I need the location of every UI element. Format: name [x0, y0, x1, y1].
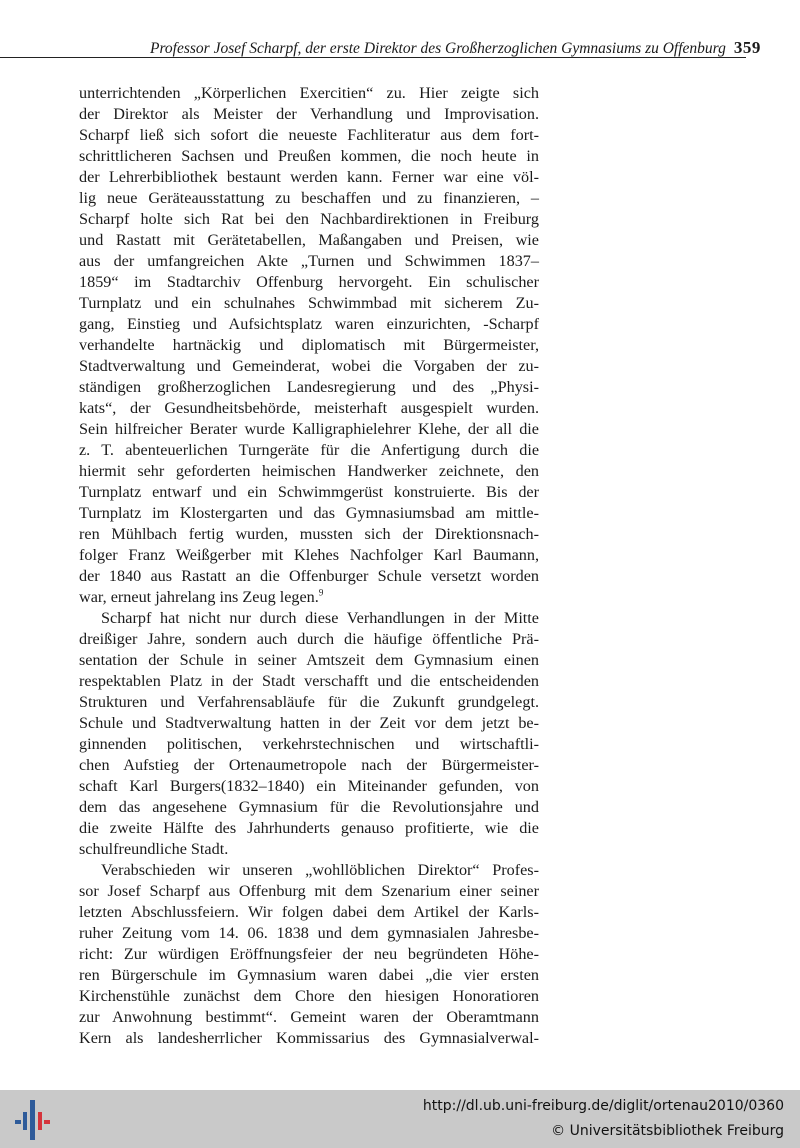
- text-line: gang, Einstieg und Aufsichtsplatz waren einzurichten, -Scharpf: [79, 315, 539, 333]
- text-line: Sein hilfreicher Berater wurde Kalligraphielehrer Klehe, der all die: [79, 420, 539, 438]
- logo-red-dash: [44, 1120, 50, 1124]
- text-line: ständigen großherzoglichen Landesregierung und des „Physi-: [79, 378, 539, 396]
- logo-blue-bar-center: [30, 1100, 35, 1140]
- text-line: hiermit sehr geforderten heimischen Handwerker zeichnete, den: [79, 462, 539, 480]
- text-line: 1859“ im Stadtarchiv Offenburg hervorgeht. Ein schulischer: [79, 273, 539, 291]
- text-line: Scharpf hat nicht nur durch diese Verhandlungen in der Mitte: [101, 609, 539, 627]
- text-line: schaft Karl Burgers(1832–1840) ein Miteinander gefunden, von: [79, 777, 539, 795]
- text-line: aus der umfangreichen Akte „Turnen und Schwimmen 1837–: [79, 252, 539, 270]
- library-logo: [13, 1098, 53, 1142]
- footer-bar: [0, 1090, 800, 1148]
- text-line: Kern als landesherrlicher Kommissarius des Gymnasialverwal-: [79, 1029, 539, 1047]
- text-line: der Lehrerbibliothek bestaunt werden kann. Ferner war eine völ-: [79, 168, 539, 186]
- text-line: Turnplatz entwarf und ein Schwimmgerüst konstruierte. Bis der: [79, 483, 539, 501]
- text-line: sor Josef Scharpf aus Offenburg mit dem Szenarium einer seiner: [79, 882, 539, 900]
- text-line: die zweite Hälfte des Jahrhunderts genauso profitierte, wie die: [79, 819, 539, 837]
- text-line: und Rastatt mit Gerätetabellen, Maßangaben und Preisen, wie: [79, 231, 539, 249]
- text-line: Verabschieden wir unseren „wohllöblichen Direktor“ Profes-: [101, 861, 539, 879]
- text-line: der Direktor als Meister der Verhandlung und Improvisation.: [79, 105, 539, 123]
- text-line: chen Aufstieg der Ortenaumetropole nach der Bürgermeister-: [79, 756, 539, 774]
- text-line: schrittlicheren Sachsen und Preußen kommen, die noch heute in: [79, 147, 539, 165]
- text-line: letzten Abschlussfeiern. Wir folgen dabei dem Artikel der Karls-: [79, 903, 539, 921]
- header-rule: [0, 57, 746, 58]
- text-line: ginnenden politischen, verkehrstechnischen und wirtschaftli-: [79, 735, 539, 753]
- text-line: dreißiger Jahre, sondern auch durch die häufige öffentliche Prä-: [79, 630, 539, 648]
- text-line: Schule und Stadtverwaltung hatten in der Zeit vor dem jetzt be-: [79, 714, 539, 732]
- logo-blue-dash: [15, 1120, 21, 1124]
- text-line: sentation der Schule in seiner Amtszeit dem Gymnasium einen: [79, 651, 539, 669]
- text-line: schulfreundliche Stadt.: [79, 840, 229, 858]
- text-line: folger Franz Weißgerber mit Klehes Nachfolger Karl Baumann,: [79, 546, 539, 564]
- text-line: richt: Zur würdigen Eröffnungsfeier der neu begründeten Höhe-: [79, 945, 539, 963]
- logo-blue-bar-left: [23, 1112, 27, 1130]
- copyright-notice: © Universitätsbibliothek Freiburg: [551, 1123, 784, 1139]
- logo-red-bar: [38, 1112, 42, 1130]
- text-line: Strukturen und Verfahrensabläufe für die Zukunft grundgelegt.: [79, 693, 539, 711]
- text-line: Scharpf ließ sich sofort die neueste Fachliteratur aus dem fort-: [79, 126, 539, 144]
- page-number: 359: [733, 38, 761, 57]
- text-line: der 1840 aus Rastatt an die Offenburger Schule versetzt worden: [79, 567, 539, 585]
- text-line: unterrichtenden „Körperlichen Exercitien“ zu. Hier zeigte sich: [79, 84, 539, 102]
- text-line: kats“, der Gesundheitsbehörde, meisterhaft ausgespielt wurden.: [79, 399, 539, 417]
- text-line: Kirchenstühle zunächst dem Chore den hiesigen Honoratioren: [79, 987, 539, 1005]
- text-line: zur Anwohnung bestimmt“. Gemeint waren der Oberamtmann: [79, 1008, 539, 1026]
- source-url-link[interactable]: http://dl.ub.uni-freiburg.de/diglit/ortenau2010/0360: [422, 1098, 784, 1114]
- text-line: dem das angesehene Gymnasium für die Revolutionsjahre und: [79, 798, 539, 816]
- text-line: ruher Zeitung vom 14. 06. 1838 und dem gymnasialen Jahresbe-: [79, 924, 539, 942]
- running-head: [150, 38, 761, 58]
- text-line: verhandelte hartnäckig und diplomatisch mit Bürgermeister,: [79, 336, 539, 354]
- running-head-title: Professor Josef Scharpf, der erste Direktor des Großherzoglichen Gymnasiums zu Offenburg: [150, 40, 726, 57]
- footnote-ref: 9: [318, 587, 324, 598]
- text-line: Turnplatz im Klostergarten und das Gymnasiumsbad am mittle-: [79, 504, 539, 522]
- text-line: ren Bürgerschule im Gymnasium waren dabei „die vier ersten: [79, 966, 539, 984]
- text-line: Scharpf holte sich Rat bei den Nachbardirektionen in Freiburg: [79, 210, 539, 228]
- body-text: [79, 83, 539, 1049]
- text-line-with-footnote: [79, 587, 539, 608]
- text-line: lig neue Geräteausstattung zu beschaffen und zu finanzieren, –: [79, 189, 539, 207]
- text-line: Turnplatz und ein schulnahes Schwimmbad mit sicherem Zu-: [79, 294, 539, 312]
- text-line: Stadtverwaltung und Gemeinderat, wobei die Vorgaben der zu-: [79, 357, 539, 375]
- text-line: war, erneut jahrelang ins Zeug legen.: [79, 588, 319, 606]
- text-line: z. T. abenteuerlichen Turngeräte für die Anfertigung durch die: [79, 441, 539, 459]
- text-line: ren Mühlbach fertig wurden, mussten sich der Direktionsnach-: [79, 525, 539, 543]
- text-line: respektablen Platz in der Stadt verschafft und die entscheidenden: [79, 672, 539, 690]
